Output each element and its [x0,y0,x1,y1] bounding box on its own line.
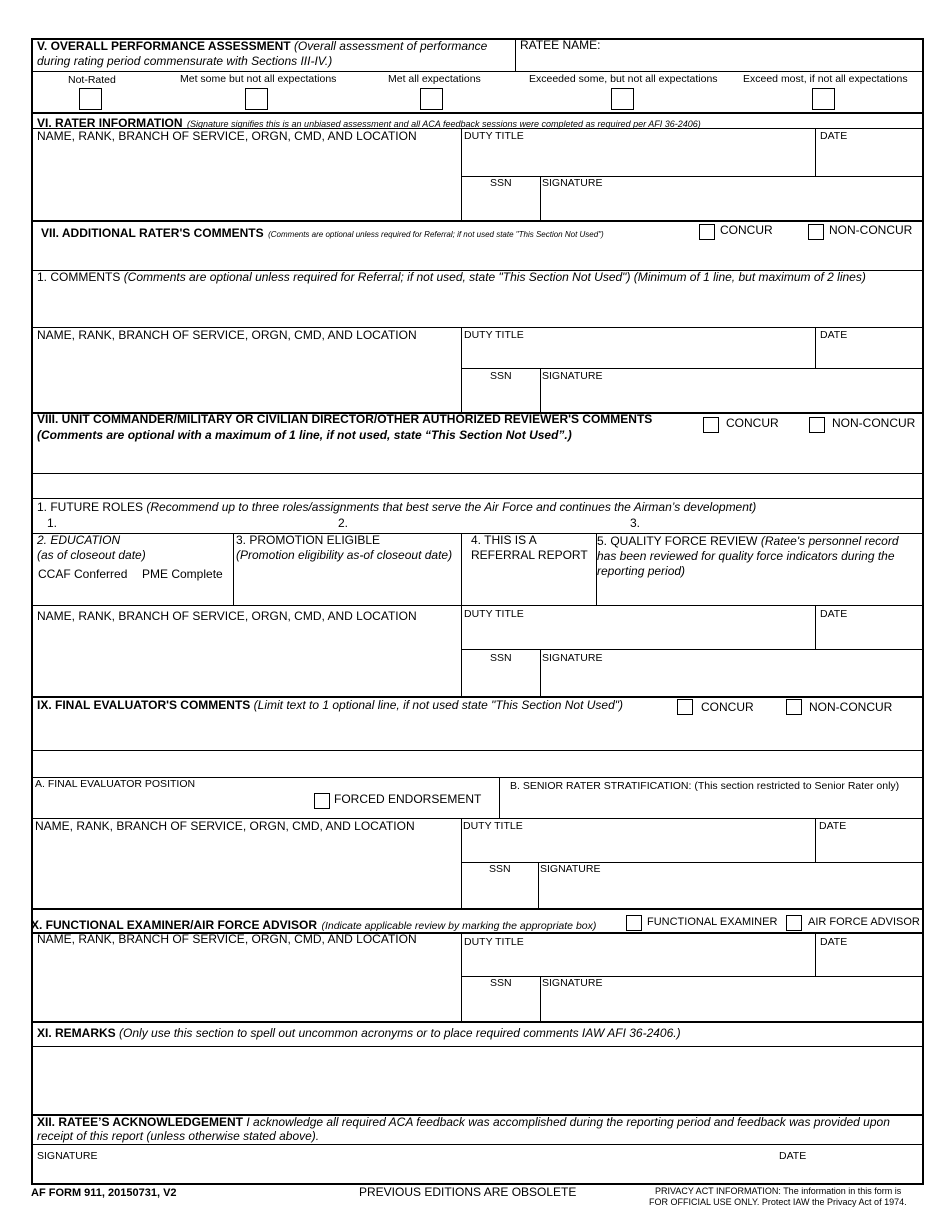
vii-divider-1 [461,327,462,412]
senior-rater-stratification-label: B. SENIOR RATER STRATIFICATION: (This section restricted to Senior Rater only) [510,780,900,792]
ix-nonconcur-checkbox[interactable] [786,699,802,715]
option-label-exceeded-some: Exceeded some, but not all expectations [529,73,718,85]
promotion-title: 3. PROMOTION ELIGIBLE [236,533,381,547]
ix-nonconcur-label: NON-CONCUR [809,700,893,714]
ix-divider-1 [461,818,462,908]
vii-nonconcur-label: NON-CONCUR [829,223,913,237]
option-label-met-some: Met some but not all expectations [180,73,337,85]
privacy-notice-2: FOR OFFICIAL USE ONLY. Protect IAW the Privacy Act of 1974. [649,1197,907,1207]
vii-comments-num: 1. COMMENTS [37,270,121,284]
viii-name-label: NAME, RANK, BRANCH OF SERVICE, ORGN, CMD, AND LOCATION [37,609,417,623]
viii-mid-rule [461,649,923,650]
x-name-label: NAME, RANK, BRANCH OF SERVICE, ORGN, CMD, AND LOCATION [37,932,417,946]
section-xi-rule [31,1021,924,1023]
ccaf-label[interactable]: CCAF Conferred [38,567,128,581]
checkbox-not-rated[interactable] [79,88,102,110]
vii-signature-label: SIGNATURE [542,370,603,382]
rater-date-label: DATE [820,130,848,142]
ix-divider-strat [499,777,500,818]
x-ssn-label: SSN [490,977,512,989]
viii-comments-rule-2 [31,498,923,499]
ix-name-label: NAME, RANK, BRANCH OF SERVICE, ORGN, CMD, AND LOCATION [35,819,415,833]
option-label-met-all: Met all expectations [388,73,481,85]
rater-ssn-label: SSN [490,177,512,189]
future-role-2: 2. [338,516,349,530]
x-mid-rule [461,976,923,977]
ix-divider-2 [815,818,816,862]
future-roles-num: 1. FUTURE ROLES [37,500,144,514]
qfr-block [597,534,919,579]
ix-concur-label: CONCUR [701,700,754,714]
vii-comments-desc: (Comments are optional unless required for Referral; if not used, state "This Section Not Used") (Minimum of 1 line, but maximum of 2 lines) [123,270,866,284]
education-sub: (as of closeout date) [37,548,146,562]
rater-name-label: NAME, RANK, BRANCH OF SERVICE, ORGN, CMD, AND LOCATION [37,129,417,143]
viii-divider-edu [233,533,234,605]
xii-header-rule [31,1144,923,1145]
functional-examiner-label: FUNCTIONAL EXAMINER [647,916,778,928]
checkbox-met-all[interactable] [420,88,443,110]
vii-ssn-label: SSN [490,370,512,382]
xii-date-label: DATE [779,1150,807,1162]
section-ix-title: IX. FINAL EVALUATOR'S COMMENTS [37,698,251,712]
section-xii-header [37,1116,890,1130]
form-id: AF FORM 911, 20150731, V2 [31,1187,177,1199]
xii-signature-label: SIGNATURE [37,1150,98,1162]
viii-grid-rule [31,605,923,606]
air-force-advisor-checkbox[interactable] [786,915,802,931]
education-title: 2. EDUCATION [37,533,121,547]
viii-nonconcur-label: NON-CONCUR [832,416,916,430]
section-viii-title: VIII. UNIT COMMANDER/MILITARY OR CIVILIAN DIRECTOR/OTHER AUTHORIZED REVIEWER'S COMMENTS [37,412,653,426]
vii-nonconcur-checkbox[interactable] [808,224,824,240]
vii-name-label: NAME, RANK, BRANCH OF SERVICE, ORGN, CMD, AND LOCATION [37,328,417,342]
xi-header-rule [31,1046,923,1047]
viii-divider-promo [461,533,462,605]
section-v-desc-1: (Overall assessment of performance [293,39,488,53]
ix-date-label: DATE [819,820,847,832]
viii-divider-1 [461,605,462,696]
future-roles-desc: (Recommend up to three roles/assignments that best serve the Air Force and continues the Airman’s development) [146,500,757,514]
forced-endorsement-label: FORCED ENDORSEMENT [334,792,482,806]
x-date-label: DATE [820,936,848,948]
final-evaluator-position-label: A. FINAL EVALUATOR POSITION [35,778,196,790]
section-ix-header [37,699,623,713]
ratee-name-label: RATEE NAME: [520,38,601,52]
vii-duty-title-label: DUTY TITLE [464,329,524,341]
section-v-desc-2: during rating period commensurate with Sections III-IV.) [37,54,333,68]
rater-divider-2 [815,128,816,176]
rater-duty-title-label: DUTY TITLE [464,130,524,142]
pme-label[interactable]: PME Complete [142,567,223,581]
section-vi-title: VI. RATER INFORMATION [37,116,183,130]
section-vii-header [41,224,604,242]
viii-date-label: DATE [820,608,848,620]
section-x-title: X. FUNCTIONAL EXAMINER/AIR FORCE ADVISOR [31,918,318,932]
option-label-exceed-most: Exceed most, if not all expectations [743,73,908,85]
vii-mid-rule [461,368,923,369]
promotion-sub: (Promotion eligibility as-of closeout date) [236,548,453,562]
ratee-name-field[interactable] [600,40,918,68]
ix-ssn-label: SSN [489,863,511,875]
section-xii-desc-1: I acknowledge all required ACA feedback was accomplished during the reporting period and feedback was provided upon [246,1115,890,1129]
referral-line-1: 4. THIS IS A [471,533,537,547]
section-v-header [37,40,487,54]
section-xi-desc: (Only use this section to spell out uncommon acronyms or to place required comments IAW AFI 36-2406.) [119,1026,681,1040]
rater-divider-3 [540,176,541,220]
viii-comments-rule-1 [31,473,923,474]
section-vi-desc: (Signature signifies this is an unbiased assessment and all ACA feedback sessions were completed as required per AFI 36-2406) [187,119,701,129]
option-label-not-rated: Not-Rated [68,74,116,86]
ix-mid-rule [461,862,923,863]
vii-divider-3 [540,368,541,412]
section-vii-title: VII. ADDITIONAL RATER'S COMMENTS [41,226,264,240]
section-xi-title: XI. REMARKS [37,1026,116,1040]
rater-mid-rule [461,176,923,177]
future-role-3: 3. [630,516,641,530]
section-v-title: V. OVERALL PERFORMANCE ASSESSMENT [37,39,291,53]
vii-concur-checkbox[interactable] [699,224,715,240]
vii-date-label: DATE [820,329,848,341]
forced-endorsement-checkbox[interactable] [314,793,330,809]
viii-duty-title-label: DUTY TITLE [464,608,524,620]
section-x-desc: (Indicate applicable review by marking the appropriate box) [321,920,597,932]
viii-divider-2 [815,605,816,649]
viii-signature-label: SIGNATURE [542,652,603,664]
ix-concur-checkbox[interactable] [677,699,693,715]
viii-nonconcur-checkbox[interactable] [809,417,825,433]
air-force-advisor-label: AIR FORCE ADVISOR [808,916,920,928]
functional-examiner-checkbox[interactable] [626,915,642,931]
viii-concur-checkbox[interactable] [703,417,719,433]
ix-duty-title-label: DUTY TITLE [463,820,523,832]
viii-concur-label: CONCUR [726,416,779,430]
section-xii-desc-2: receipt of this report (unless otherwise stated above). [37,1129,320,1143]
vii-comments-header [37,271,866,285]
referral-line-2: REFERRAL REPORT [471,548,588,562]
remarks-field[interactable] [33,1048,921,1112]
section-vii-desc: (Comments are optional unless required for Referral; if not used state "This Section Not Used") [268,230,604,239]
rater-signature-label: SIGNATURE [542,177,603,189]
x-divider-2 [815,932,816,976]
frame-right [922,38,924,1184]
checkbox-exceed-most[interactable] [812,88,835,110]
section-viii-desc: (Comments are optional with a maximum of 1 line, if not used, state “This Section Not Used”.) [37,428,572,442]
checkbox-met-some[interactable] [245,88,268,110]
ix-signature-label: SIGNATURE [540,863,601,875]
x-duty-title-label: DUTY TITLE [464,936,524,948]
ratee-divider [515,39,516,71]
vii-divider-2 [815,327,816,368]
checkbox-exceeded-some[interactable] [611,88,634,110]
viii-ssn-label: SSN [490,652,512,664]
future-role-1: 1. [47,516,58,530]
vii-concur-label: CONCUR [720,223,773,237]
privacy-notice-1: PRIVACY ACT INFORMATION: The information in this form is [655,1186,902,1196]
section-vii-rule [31,220,924,222]
viii-divider-3 [540,649,541,696]
ix-divider-3 [538,862,539,908]
rater-divider-1 [461,128,462,220]
x-divider-3 [540,976,541,1021]
section-v-rule [31,71,923,72]
x-signature-label: SIGNATURE [542,977,603,989]
ix-comments-rule-1 [31,750,923,751]
section-ix-desc: (Limit text to 1 optional line, if not used state "This Section Not Used") [253,698,624,712]
qfr-desc: (Ratee's personnel record has been reviewed for quality force indicators during the reporting period) [597,534,899,578]
future-roles-header [37,501,756,515]
qfr-title: 5. QUALITY FORCE REVIEW [597,534,758,548]
section-xi-header [37,1027,681,1041]
section-xii-title: XII. RATEE’S ACKNOWLEDGEMENT [37,1115,244,1129]
obsolete-notice: PREVIOUS EDITIONS ARE OBSOLETE [359,1185,577,1199]
section-x-rule [31,908,924,910]
frame-left [31,38,33,1184]
